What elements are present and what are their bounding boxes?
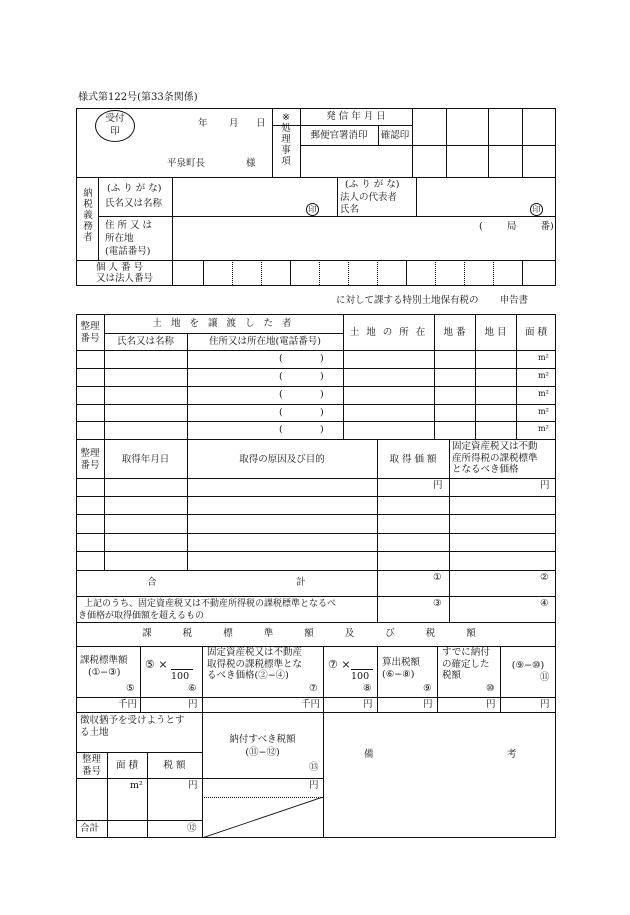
marker-12: ⑫ <box>187 823 197 834</box>
land-row-area-unit: m² <box>538 389 549 398</box>
unit-c2: 円 <box>188 699 198 710</box>
id-label-2: 又は法人番号 <box>96 273 154 284</box>
land-row-paren-close: ) <box>320 353 324 364</box>
location-header: 土 地 の 所 在 <box>349 327 428 338</box>
date-year: 年 <box>198 118 208 129</box>
payable-calc: (⑪−⑫) <box>245 747 280 758</box>
land-row-paren-open: ( <box>279 424 283 435</box>
land-row-paren-close: ) <box>320 389 324 400</box>
land-row-area-unit: m² <box>538 353 549 362</box>
land-seq-header: 整理 番号 <box>80 321 100 344</box>
tax-calc-heading: 課 税 標 準 額 及 び 税 額 <box>142 628 490 639</box>
calc-c4a: ⑦ × <box>328 658 351 671</box>
id-label-1: 個 人 番 号 <box>96 262 144 273</box>
acq-price-header: 取 得 価 額 <box>389 454 437 465</box>
calc-c5: 算出税額 (⑥−⑧) <box>382 657 421 680</box>
unit-c7: 円 <box>540 699 550 710</box>
excess-line-1: 上記のうち、固定資産税又は不動産所得税の課税標準となるべ <box>84 599 337 609</box>
total-left: 合 <box>147 577 157 588</box>
calc-c3-num: ⑦ <box>309 683 318 694</box>
rep-label-2: 氏名 <box>340 204 360 215</box>
remarks-label-right: 考 <box>507 749 517 760</box>
deferral-seq-header: 整理 番号 <box>81 754 101 777</box>
calc-c4b: 100 <box>351 671 370 682</box>
calc-c6: すでに納付 の確定した 税額 <box>442 647 490 681</box>
rep-label-1: 法人の代表者 <box>340 192 398 203</box>
stamp-label-2: 印 <box>110 126 120 137</box>
subtitle: に対して課する特別土地保有税の 申告書 <box>336 295 529 306</box>
confirm-seal-label: 確認印 <box>380 130 410 141</box>
land-row-paren-close: ) <box>320 371 324 382</box>
calc-c3: 固定資産税又は不動産 取得税の課税標準とな るべき価格(②−④) <box>207 647 303 681</box>
postmark-label: 郵便官署消印 <box>310 130 368 141</box>
marker-3: ③ <box>433 598 442 609</box>
lot-header: 地 番 <box>443 327 466 338</box>
land-row-paren-open: ( <box>279 407 283 418</box>
name-label: 氏名又は名称 <box>105 198 163 209</box>
form-number: 様式第122号(第33条関係) <box>78 92 198 103</box>
acq-reason-header: 取得の原因及び目的 <box>239 454 325 465</box>
land-row-area-unit: m² <box>538 371 549 380</box>
payable-unit: 円 <box>309 780 319 791</box>
land-row-area-unit: m² <box>538 424 549 433</box>
unit-c6: 円 <box>486 699 496 710</box>
address-label-2: 所在地 <box>105 233 134 244</box>
excess-line-2: き価格が取得価額を超えるもの <box>78 611 205 621</box>
deferral-tax-unit: 円 <box>188 780 198 791</box>
address-label-1: 住 所 又 は <box>105 220 153 231</box>
marker-13: ⑬ <box>309 762 319 773</box>
name-seal: 印 <box>306 203 319 216</box>
payable-label: 納付すべき税額 <box>229 734 296 745</box>
std-price-unit: 円 <box>540 480 550 491</box>
unit-c1: 千円 <box>118 699 138 710</box>
land-row-paren-open: ( <box>279 371 283 382</box>
land-row-paren-open: ( <box>279 353 283 364</box>
rep-furigana-label: (ふ り が な) <box>345 179 400 190</box>
calc-c7: (⑨−⑩) <box>511 660 545 671</box>
transferor-header: 土 地 を 譲 渡 し た 者 <box>152 318 295 329</box>
phone-paren: ( 局 番) <box>479 221 554 232</box>
deferral-tax-header: 税 額 <box>163 760 186 771</box>
processing-note: ※ 処 理 事 項 <box>281 112 291 167</box>
calc-c2a: ⑤ × <box>145 658 168 671</box>
land-row-paren-close: ) <box>320 424 324 435</box>
stamp-label-1: 受付 <box>105 113 125 124</box>
transferor-address-header: 住所又は所在地(電話番号) <box>209 336 321 347</box>
calc-c1: 課税標準額 (①−③) <box>80 655 128 678</box>
acq-price-unit: 円 <box>433 480 443 491</box>
acq-seq-header: 整理 番号 <box>80 448 100 471</box>
std-price-header: 固定資産税又は不動 産所得税の課税標準 となるべき価格 <box>452 441 538 475</box>
calc-c1-num: ⑤ <box>126 683 135 694</box>
land-row-paren-close: ) <box>320 407 324 418</box>
deferral-label: 徴収猶予を受けようとす る土地 <box>80 715 185 738</box>
marker-2: ② <box>540 572 549 583</box>
calc-c7-num: ⑪ <box>540 672 550 683</box>
calc-c6-num: ⑩ <box>486 683 495 694</box>
acq-date-header: 取得年月日 <box>121 454 170 465</box>
total-right: 計 <box>296 577 306 588</box>
calc-c4-num: ⑧ <box>363 683 372 694</box>
transferor-name-header: 氏名又は名称 <box>116 336 174 347</box>
name-furigana-label: (ふ り が な) <box>107 183 162 194</box>
addressee: 平泉町長 <box>167 158 206 169</box>
marker-4: ④ <box>540 598 549 609</box>
unit-c3: 千円 <box>301 699 321 710</box>
date-month: 月 <box>229 118 239 129</box>
marker-1: ① <box>433 572 442 583</box>
deferral-total-label: 合計 <box>80 823 100 834</box>
land-row-area-unit: m² <box>538 407 549 416</box>
dispatch-date-label: 発 信 年 月 日 <box>326 111 386 122</box>
calc-c5-num: ⑨ <box>423 683 432 694</box>
calc-c2-num: ⑥ <box>188 683 197 694</box>
unit-c4: 円 <box>363 699 373 710</box>
date-day: 日 <box>256 118 266 129</box>
honorific: 様 <box>246 158 256 169</box>
remarks-label-left: 備 <box>364 749 374 760</box>
area-header: 面 積 <box>524 327 548 338</box>
unit-c5: 円 <box>423 699 433 710</box>
deferral-area-unit: m² <box>130 780 143 791</box>
address-label-3: (電話番号) <box>105 246 151 257</box>
category-header: 地 目 <box>484 327 507 338</box>
diagonal-strike <box>202 797 323 838</box>
rep-seal: 印 <box>530 203 543 216</box>
deferral-area-header: 面 積 <box>115 760 139 771</box>
calc-c2b: 100 <box>171 671 190 682</box>
land-row-paren-open: ( <box>279 389 283 400</box>
taxpayer-section-label: 納 税 義 務 者 <box>83 188 93 243</box>
